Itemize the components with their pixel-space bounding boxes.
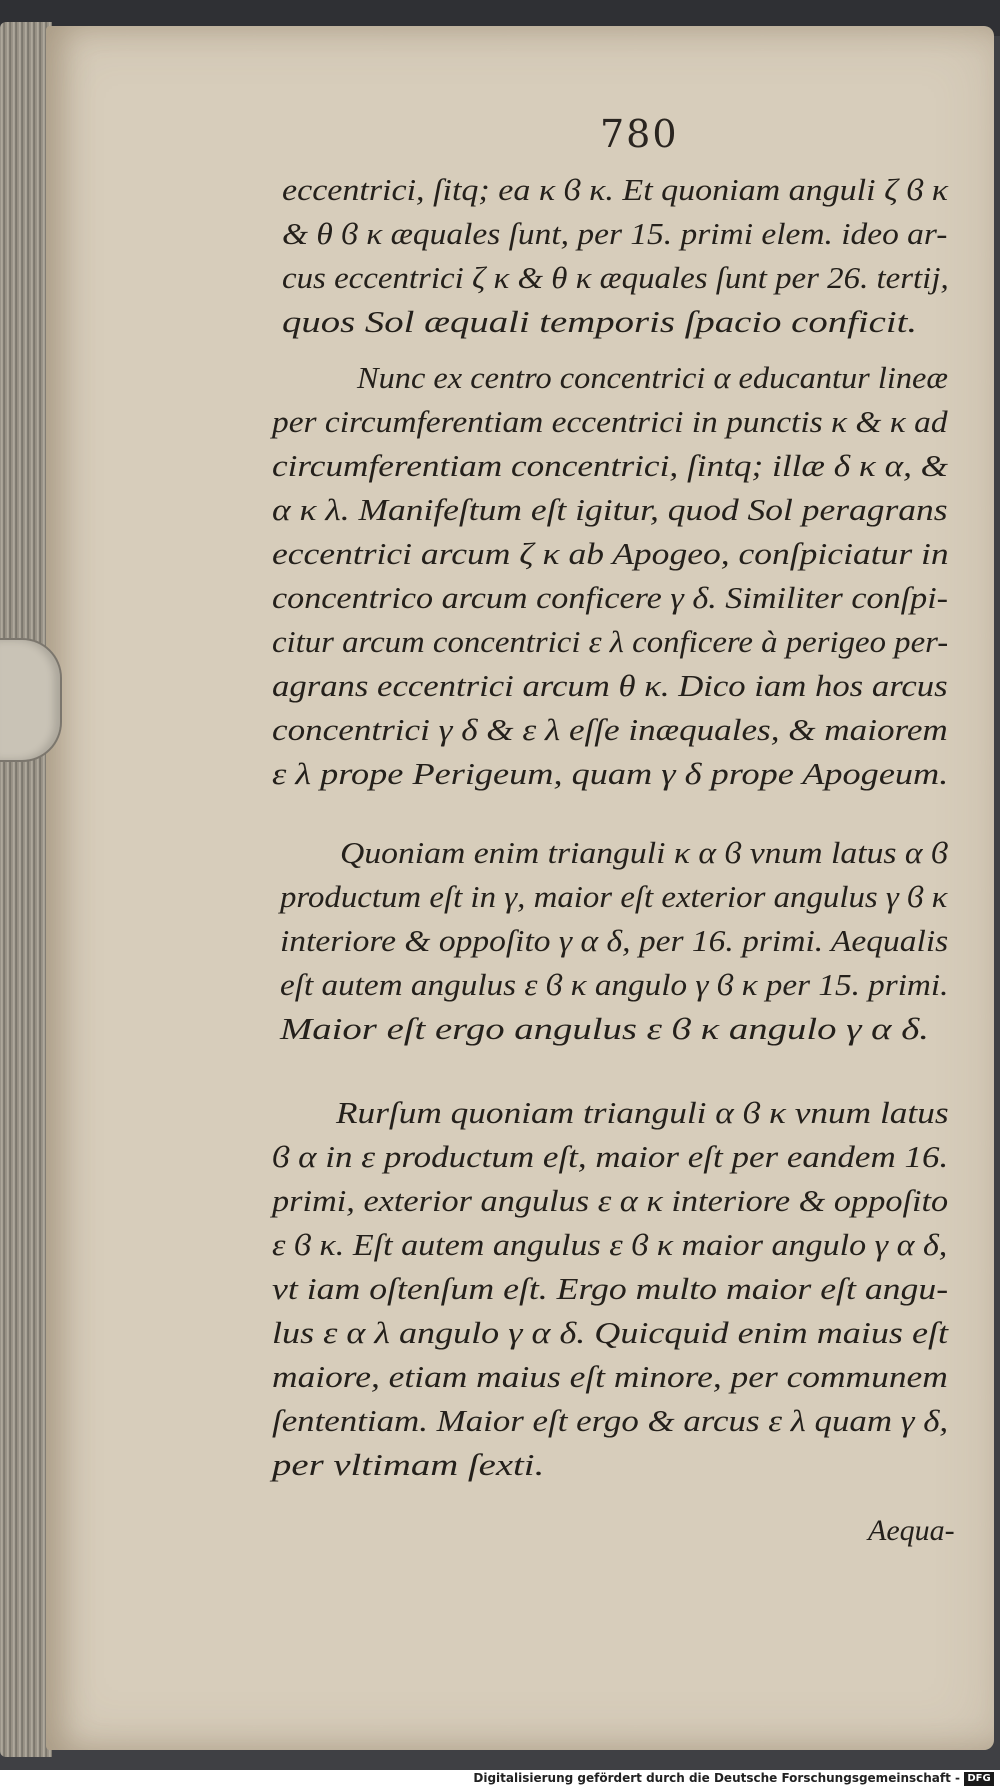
- text-line: Rurſum quoniam trianguli α ϐ κ vnum latus: [336, 1095, 949, 1130]
- text-line: concentrico arcum conficere γ δ. Similiter conſpi-: [272, 580, 949, 615]
- text-line: Nunc ex centro concentrici α educantur lineæ: [357, 360, 948, 395]
- text-line: ε λ prope Perigeum, quam γ δ prope Apogeum.: [272, 756, 949, 791]
- text-line: cus eccentrici ζ κ & θ κ æquales ſunt per 26. tertij,: [282, 260, 949, 295]
- text-line: per circumferentiam eccentrici in punctis κ & κ ad: [272, 404, 948, 439]
- text-line: citur arcum concentrici ε λ conficere à perigeo per-: [272, 624, 949, 659]
- text-line: α κ λ. Manifeſtum eſt igitur, quod Sol peragrans: [272, 492, 948, 527]
- text-line: lus ε α λ angulo γ α δ. Quicquid enim maius eſt: [272, 1315, 949, 1350]
- text-line: interiore & oppoſito γ α δ, per 16. primi. Aequalis: [280, 923, 949, 958]
- page-number: 780: [600, 112, 679, 156]
- text-line: eccentrici, ſitq; ea κ ϐ κ. Et quoniam anguli ζ ϐ κ: [282, 172, 949, 207]
- text-line: ϐ α in ε productum eſt, maior eſt per eandem 16.: [272, 1139, 949, 1174]
- book-clasp: [0, 638, 62, 762]
- text-line: Maior eſt ergo angulus ε ϐ κ angulo γ α δ.: [280, 1011, 929, 1046]
- text-line: vt iam oſtenſum eſt. Ergo multo maior eſt angu-: [272, 1271, 949, 1306]
- text-line: eſt autem angulus ε ϐ κ angulo γ ϐ κ per 15. primi.: [280, 967, 949, 1002]
- catchword: Aequa-: [868, 1514, 955, 1547]
- book-page-edges: [0, 22, 52, 1757]
- text-line: quos Sol æquali temporis ſpacio conficit.: [282, 304, 918, 339]
- text-line: primi, exterior angulus ε α κ interiore & oppoſito: [272, 1183, 949, 1218]
- text-line: ſententiam. Maior eſt ergo & arcus ε λ quam γ δ,: [272, 1403, 949, 1438]
- digitization-credit: Digitalisierung gefördert durch die Deutsche Forschungsgemeinschaft -: [473, 1771, 960, 1785]
- text-line: maiore, etiam maius eſt minore, per communem: [272, 1359, 948, 1394]
- text-line: productum eſt in γ, maior eſt exterior angulus γ ϐ κ: [280, 879, 948, 914]
- text-line: concentrici γ δ & ε λ eſſe inæquales, & maiorem: [272, 712, 948, 747]
- text-line: & θ ϐ κ æquales ſunt, per 15. primi elem. ideo ar-: [282, 216, 948, 251]
- text-line: Quoniam enim trianguli κ α ϐ vnum latus α ϐ: [340, 835, 948, 870]
- dfg-logo: DFG: [964, 1772, 994, 1786]
- text-line: ε ϐ κ. Eſt autem angulus ε ϐ κ maior angulo γ α δ,: [272, 1227, 948, 1262]
- text-line: eccentrici arcum ζ κ ab Apogeo, conſpiciatur in: [272, 536, 949, 571]
- text-line: per vltimam ſexti.: [272, 1447, 545, 1482]
- text-line: circumferentiam concentrici, ſintq; illæ δ κ α, &: [272, 448, 949, 483]
- text-line: agrans eccentrici arcum θ κ. Dico iam hos arcus: [272, 668, 948, 703]
